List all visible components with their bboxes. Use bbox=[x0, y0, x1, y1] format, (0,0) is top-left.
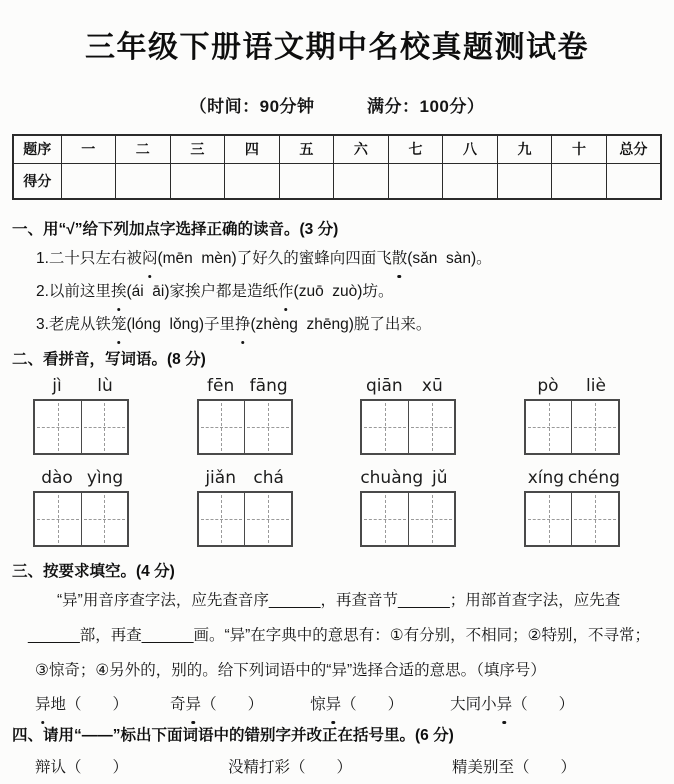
grid-dashed-horizontal-line bbox=[84, 519, 126, 520]
fill-blank-text-line: ③惊奇；④另外的，别的。给下列词语中的“异”选择合适的意思。（填序号） bbox=[35, 662, 546, 679]
question-text: (ái āi)家挨户都是造纸 bbox=[126, 283, 279, 300]
score-cell-empty bbox=[279, 163, 334, 199]
writing-grid-cell bbox=[81, 493, 128, 545]
score-table-column-header: 七 bbox=[388, 135, 443, 163]
pinyin-syllable: pò bbox=[537, 376, 559, 396]
writing-grid-box bbox=[524, 491, 620, 547]
dotted-char: 异 bbox=[186, 688, 202, 721]
dotted-char: 挨 bbox=[111, 275, 127, 308]
score-table-column-header: 十 bbox=[552, 135, 607, 163]
score-table bbox=[12, 134, 662, 200]
question-text: （ ） bbox=[341, 696, 404, 713]
pinyin-label bbox=[524, 468, 620, 491]
pinyin-syllable: fēn bbox=[207, 376, 235, 396]
pinyin-word-group bbox=[33, 376, 129, 455]
score-cell-empty bbox=[170, 163, 225, 199]
pinyin-label bbox=[197, 468, 293, 491]
section3-word-items bbox=[12, 688, 662, 721]
writing-grid-box bbox=[33, 399, 129, 455]
word-choice-item bbox=[35, 696, 128, 713]
pinyin-row bbox=[12, 376, 662, 455]
dotted-char: 异 bbox=[326, 688, 342, 721]
page-title: 三年级下册语文期中名校真题测试卷 bbox=[85, 31, 589, 64]
pinyin-syllable: liè bbox=[586, 376, 606, 396]
question-text: (sǎn sàn)。 bbox=[407, 250, 492, 267]
writing-grid-cell bbox=[199, 401, 245, 453]
score-cell-empty bbox=[116, 163, 171, 199]
question-line bbox=[36, 242, 662, 275]
writing-grid-cell bbox=[35, 493, 81, 545]
dotted-char: 闷 bbox=[142, 242, 158, 275]
score-table-column-header: 五 bbox=[279, 135, 334, 163]
writing-grid-cell bbox=[571, 401, 618, 453]
word-choice-item bbox=[310, 696, 403, 713]
grid-dashed-horizontal-line bbox=[37, 519, 79, 520]
section4-word-items bbox=[12, 751, 662, 784]
section4-heading: 四、请用“——”标出下面词语中的错别字并改正在括号里。(6 分) bbox=[12, 727, 454, 744]
pinyin-word-group bbox=[197, 376, 293, 455]
dotted-char: 笼 bbox=[111, 308, 127, 341]
writing-grid-cell bbox=[199, 493, 245, 545]
score-cell-empty bbox=[552, 163, 607, 199]
writing-grid-cell bbox=[362, 493, 408, 545]
pinyin-word-group bbox=[360, 376, 456, 455]
pinyin-label bbox=[360, 376, 456, 399]
pinyin-syllable: chá bbox=[253, 468, 284, 488]
grid-dashed-horizontal-line bbox=[201, 519, 243, 520]
dotted-char: 挣 bbox=[235, 308, 251, 341]
writing-grid-box bbox=[33, 491, 129, 547]
pinyin-writing-grids bbox=[12, 376, 662, 547]
writing-grid-cell bbox=[571, 493, 618, 545]
section1-items bbox=[12, 242, 662, 341]
question-text: 大同小 bbox=[450, 696, 497, 713]
question-text: (zuō zuò)坊。 bbox=[293, 283, 394, 300]
writing-grid-cell bbox=[362, 401, 408, 453]
score-table-column-header: 总分 bbox=[606, 135, 661, 163]
dotted-char: 散 bbox=[392, 242, 408, 275]
score-table-score-row bbox=[13, 163, 661, 199]
grid-dashed-horizontal-line bbox=[574, 519, 616, 520]
typo-word-item: 没精打彩（ ） bbox=[228, 759, 353, 776]
typo-word-item: 精美别至（ ） bbox=[452, 759, 577, 776]
question-text: （ ） bbox=[201, 696, 264, 713]
typo-word-item: 辩认（ ） bbox=[35, 759, 129, 776]
pinyin-label bbox=[360, 468, 456, 491]
score-cell-empty bbox=[334, 163, 389, 199]
writing-grid-cell bbox=[526, 401, 572, 453]
pinyin-label bbox=[197, 376, 293, 399]
score-cell-empty bbox=[225, 163, 280, 199]
question-text: 3.老虎从铁 bbox=[36, 316, 111, 333]
pinyin-word-group bbox=[33, 468, 129, 547]
writing-grid-box bbox=[524, 399, 620, 455]
question-line bbox=[36, 308, 662, 341]
pinyin-syllable: chuàng bbox=[360, 468, 424, 488]
writing-grid-cell bbox=[81, 401, 128, 453]
dotted-char: 异 bbox=[497, 688, 513, 721]
question-text: (mēn mèn)了好久的蜜蜂向四面飞 bbox=[157, 250, 392, 267]
writing-grid-cell bbox=[244, 493, 291, 545]
question-text: 2.以前这里 bbox=[36, 283, 111, 300]
section2-heading: 二、看拼音，写词语。(8 分) bbox=[12, 351, 206, 368]
score-row-label: 得分 bbox=[13, 163, 61, 199]
question-line bbox=[36, 275, 662, 308]
question-text: (zhèng zhēng)脱了出来。 bbox=[250, 316, 432, 333]
grid-dashed-horizontal-line bbox=[411, 427, 453, 428]
writing-grid-cell bbox=[408, 493, 455, 545]
fill-blank-text-line: “异”用音序查字法，应先查音序______，再查音节______；用部首查字法，应先查 bbox=[57, 592, 621, 609]
writing-grid-box bbox=[360, 399, 456, 455]
pinyin-syllable: chéng bbox=[567, 468, 620, 488]
score-cell-empty bbox=[443, 163, 498, 199]
writing-grid-box bbox=[360, 491, 456, 547]
pinyin-syllable: qiān bbox=[365, 376, 403, 396]
pinyin-syllable: dào bbox=[41, 468, 73, 488]
section1-heading: 一、用“√”给下列加点字选择正确的读音。(3 分) bbox=[12, 221, 339, 238]
word-choice-item bbox=[170, 696, 263, 713]
question-text: 地（ ） bbox=[50, 696, 129, 713]
writing-grid-cell bbox=[244, 401, 291, 453]
score-table-column-header: 三 bbox=[170, 135, 225, 163]
grid-dashed-horizontal-line bbox=[528, 519, 570, 520]
exam-paper-page bbox=[0, 22, 674, 776]
pinyin-syllable: fāng bbox=[249, 376, 288, 396]
writing-grid-cell bbox=[526, 493, 572, 545]
score-table-column-header: 九 bbox=[497, 135, 552, 163]
fill-blank-text-line: ______部，再查______画。“异”在字典中的意思有：①有分别，不相同；②特别，不寻常； bbox=[28, 627, 651, 644]
section3-paragraph bbox=[12, 583, 662, 688]
grid-dashed-horizontal-line bbox=[574, 427, 616, 428]
pinyin-syllable: yìng bbox=[86, 468, 124, 488]
pinyin-word-group bbox=[524, 468, 620, 547]
writing-grid-box bbox=[197, 399, 293, 455]
question-text: 奇 bbox=[170, 696, 186, 713]
dotted-char: 作 bbox=[278, 275, 294, 308]
grid-dashed-horizontal-line bbox=[411, 519, 453, 520]
score-table-column-header: 二 bbox=[116, 135, 171, 163]
score-table-column-header: 八 bbox=[443, 135, 498, 163]
grid-dashed-horizontal-line bbox=[364, 427, 406, 428]
section3-heading: 三、按要求填空。(4 分) bbox=[12, 563, 175, 580]
pinyin-word-group bbox=[524, 376, 620, 455]
pinyin-word-group bbox=[197, 468, 293, 547]
question-text: （ ） bbox=[512, 696, 575, 713]
pinyin-label bbox=[33, 468, 129, 491]
pinyin-label bbox=[33, 376, 129, 399]
pinyin-row bbox=[12, 468, 662, 547]
score-table-column-header: 六 bbox=[334, 135, 389, 163]
exam-time-and-score: （时间：90分钟 满分：100分） bbox=[189, 97, 485, 116]
pinyin-syllable: xíng bbox=[527, 468, 565, 488]
question-text: 惊 bbox=[310, 696, 326, 713]
grid-dashed-horizontal-line bbox=[247, 427, 289, 428]
pinyin-syllable: xū bbox=[421, 376, 443, 396]
grid-dashed-horizontal-line bbox=[84, 427, 126, 428]
grid-dashed-horizontal-line bbox=[364, 519, 406, 520]
word-choice-item bbox=[450, 696, 574, 713]
score-table-corner-label: 题序 bbox=[13, 135, 61, 163]
score-cell-empty bbox=[606, 163, 661, 199]
grid-dashed-horizontal-line bbox=[247, 519, 289, 520]
score-cell-empty bbox=[388, 163, 443, 199]
score-table-header-row bbox=[13, 135, 661, 163]
score-cell-empty bbox=[497, 163, 552, 199]
pinyin-syllable: jiǎn bbox=[205, 468, 236, 488]
score-cell-empty bbox=[61, 163, 116, 199]
pinyin-label bbox=[524, 376, 620, 399]
grid-dashed-horizontal-line bbox=[201, 427, 243, 428]
pinyin-syllable: jì bbox=[52, 376, 62, 396]
grid-dashed-horizontal-line bbox=[528, 427, 570, 428]
grid-dashed-horizontal-line bbox=[37, 427, 79, 428]
score-table-column-header: 一 bbox=[61, 135, 116, 163]
writing-grid-cell bbox=[35, 401, 81, 453]
pinyin-syllable: lù bbox=[97, 376, 113, 396]
question-text: 1.二十只左右被 bbox=[36, 250, 142, 267]
score-table-column-header: 四 bbox=[225, 135, 280, 163]
dotted-char: 异 bbox=[35, 688, 51, 721]
pinyin-word-group bbox=[360, 468, 456, 547]
writing-grid-cell bbox=[408, 401, 455, 453]
pinyin-syllable: jǔ bbox=[432, 468, 448, 488]
writing-grid-box bbox=[197, 491, 293, 547]
question-text: (lóng lǒng)子里 bbox=[126, 316, 235, 333]
